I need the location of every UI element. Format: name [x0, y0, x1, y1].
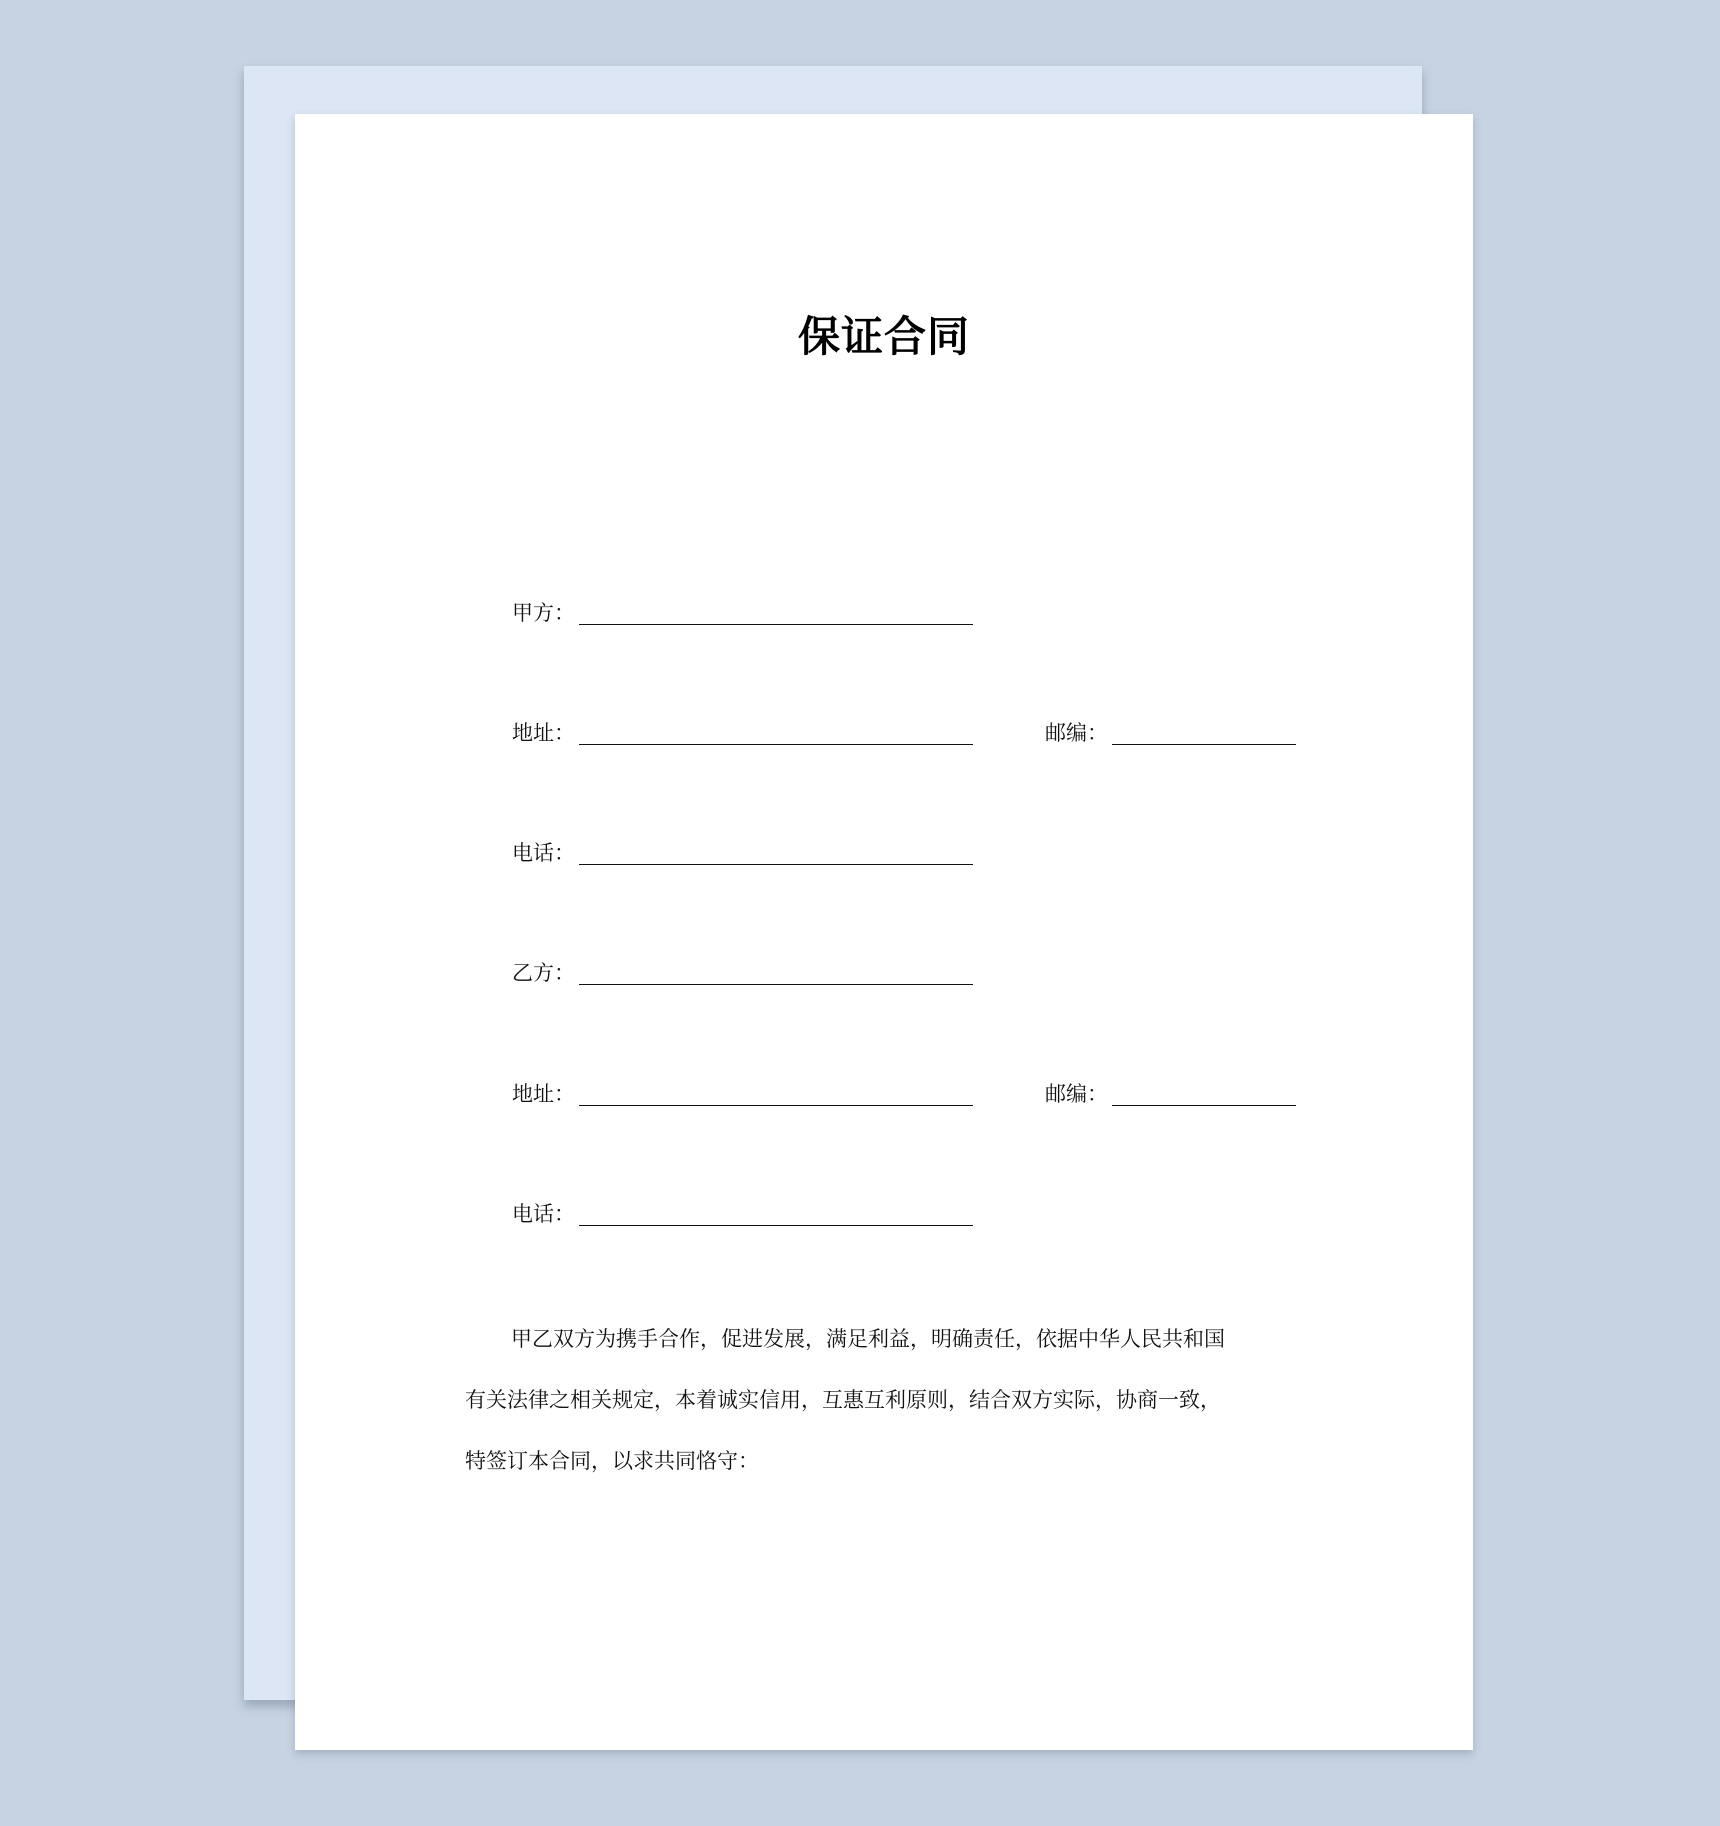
- preamble-paragraph: [465, 1309, 1305, 1492]
- party-a-address-blank[interactable]: [579, 718, 973, 745]
- party-a-postcode-blank[interactable]: [1112, 718, 1296, 745]
- party-b-phone-blank[interactable]: [579, 1199, 973, 1226]
- party-b-name-field[interactable]: [512, 958, 973, 987]
- party-b-postcode-label: 邮编：: [1045, 1082, 1108, 1106]
- party-a-postcode-field[interactable]: [1045, 718, 1296, 747]
- document-title: 保证合同: [797, 312, 970, 361]
- party-a-name-label: 甲方：: [512, 601, 575, 625]
- document-page: [295, 114, 1473, 1750]
- party-b-name-blank[interactable]: [579, 958, 973, 985]
- preamble-line-1: 甲乙双方为携手合作，促进发展，满足利益，明确责任，依据中华人民共和国: [511, 1327, 1225, 1351]
- preamble-line-3: 特签订本合同，以求共同恪守：: [465, 1449, 759, 1473]
- party-b-phone-field[interactable]: [512, 1199, 973, 1228]
- party-b-name-label: 乙方：: [512, 961, 575, 985]
- party-b-postcode-blank[interactable]: [1112, 1079, 1296, 1106]
- party-a-address-label: 地址：: [512, 721, 575, 745]
- party-b-phone-label: 电话：: [512, 1202, 575, 1226]
- party-a-phone-field[interactable]: [512, 838, 973, 867]
- preamble-line-2: 有关法律之相关规定，本着诚实信用，互惠互利原则，结合双方实际，协商一致，: [465, 1388, 1221, 1412]
- party-a-address-field[interactable]: [512, 718, 973, 747]
- party-a-name-blank[interactable]: [579, 598, 973, 625]
- party-b-address-blank[interactable]: [579, 1079, 973, 1106]
- party-a-name-field[interactable]: [512, 598, 973, 627]
- party-b-postcode-field[interactable]: [1045, 1079, 1296, 1108]
- party-a-postcode-label: 邮编：: [1045, 721, 1108, 745]
- party-b-address-field[interactable]: [512, 1079, 973, 1108]
- party-b-address-label: 地址：: [512, 1082, 575, 1106]
- party-a-phone-label: 电话：: [512, 841, 575, 865]
- party-a-phone-blank[interactable]: [579, 838, 973, 865]
